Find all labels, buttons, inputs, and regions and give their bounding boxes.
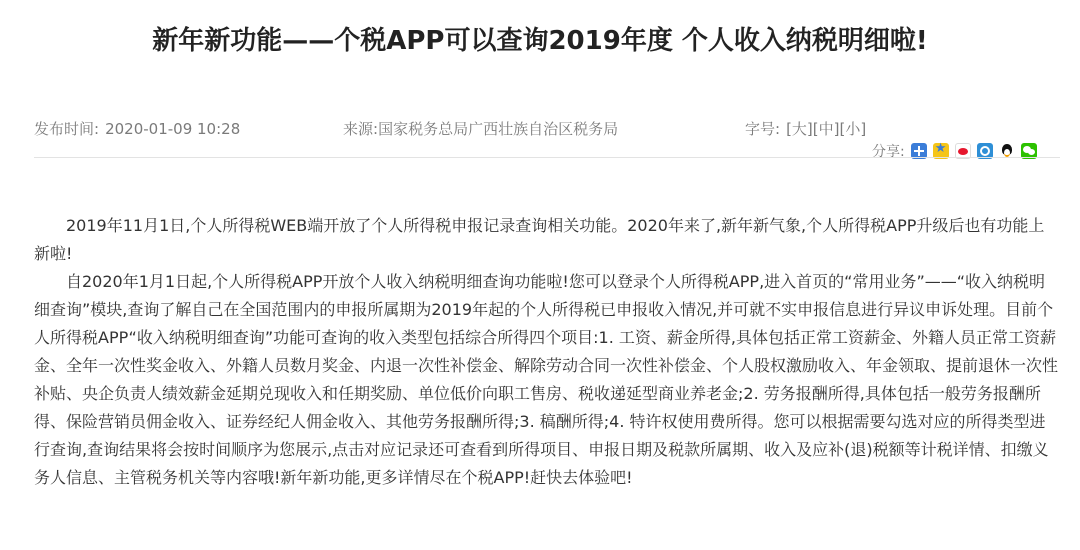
paragraph-2: 自2020年1月1日起,个人所得税APP开放个人收入纳税明细查询功能啦!您可以登录个人所得税APP,进入首页的“常用业务”——“收入纳税明细查询”模块,查询了解自己在全国范围内的申报所属期为2019年起的个人所得税已申报收入情况,并可就不实申报信息进行异议申诉处理。目前个人所得税APP“收入纳税明细查询”功能可查询的收入类型包括综合所得四个项目:1. 工资、薪金所得,具体包括正常工资薪金、外籍人员正常工资薪金、全年一次性奖金收入、外籍人员数月奖金、内退一次性补偿金、解除劳动合同一次性补偿金、个人股权激励收入、年金领取、提前退休一次性补贴、央企负责人绩效薪金延期兑现收入和任期奖励、单位低价向职工售房、税收递延型商业养老金;2. 劳务报酬所得,具体包括一般劳务报酬所得、保险营销员佣金收入、证券经纪人佣金收入、其他劳务报酬所得;3. 稿酬所得;4. 特许权使用费所得。您可以根据需要勾选对应的所得类型进行查询,查询结果将会按时间顺序为您展示,点击对应记录还可查看到所得项目、申报日期及税款所属期、收入及应补(退)税额等计税详情、扣缴义务人信息、主管税务机关等内容哦!新年新功能,更多详情尽在个税APP!赶快去体验吧! [34,272,1059,487]
publish-label: 发布时间: [34,120,100,138]
source-name: 国家税务总局广西壮族自治区税务局 [378,120,619,138]
article-body [34,212,1060,492]
font-small-button[interactable]: [小] [839,120,867,138]
font-size-controls [745,118,866,139]
source-label: 来源: [343,120,379,138]
paragraph-1: 2019年11月1日,个人所得税WEB端开放了个人所得税申报记录查询相关功能。2020年来了,新年新气象,个人所得税APP升级后也有功能上新啦! [34,216,1045,263]
share-label: 分享: [872,144,905,160]
publish-time: 2020-01-09 10:28 [105,120,241,138]
meta-divider [34,157,1060,158]
share-bar [872,140,1037,162]
article-title: 新年新功能——个税APP可以查询2019年度 个人收入纳税明细啦! [152,26,928,56]
publish-info [34,118,240,139]
font-size-label: 字号: [745,120,781,138]
font-large-button[interactable]: [大] [786,120,813,138]
source-info [343,118,618,139]
font-medium-button[interactable]: [中] [812,120,840,138]
